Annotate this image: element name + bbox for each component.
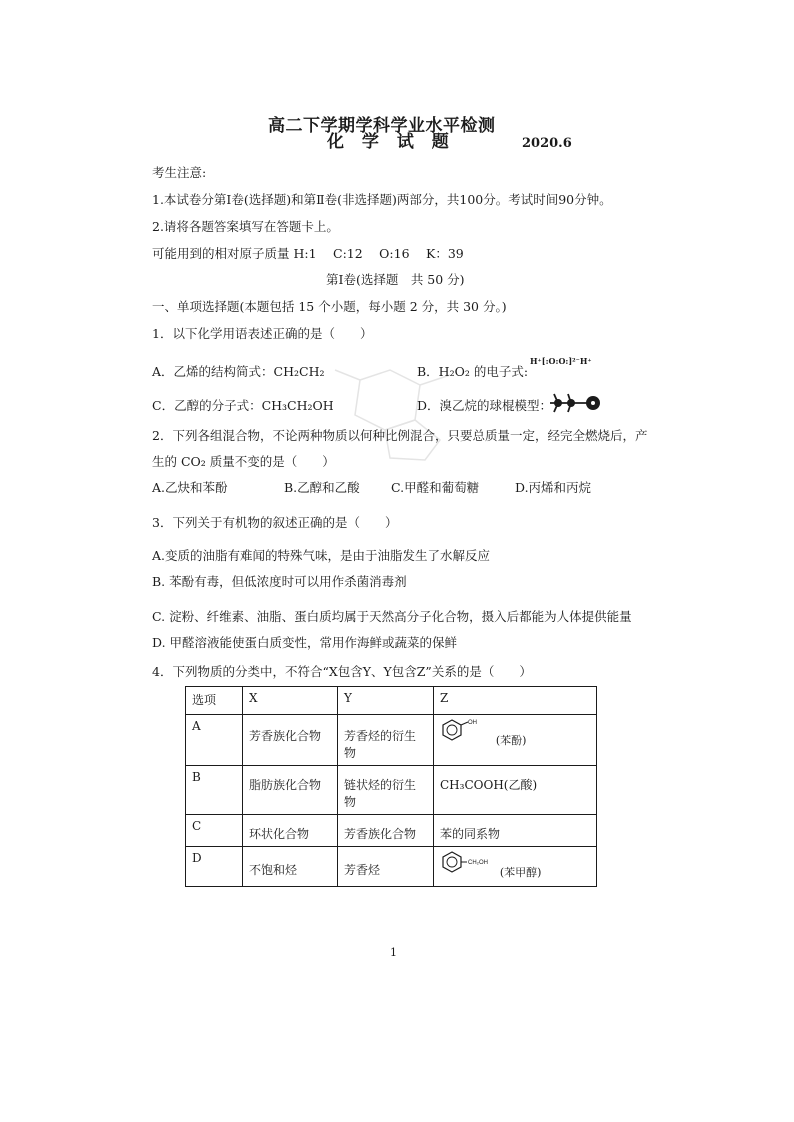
- table-row: [186, 847, 597, 887]
- table-cell-z: [434, 715, 597, 766]
- table-cell-option: D: [186, 847, 243, 887]
- section-title: 第Ⅰ卷(选择题 共 50 分): [326, 272, 465, 287]
- question-3-stem: 3．下列关于有机物的叙述正确的是（ ）: [152, 515, 398, 530]
- question-3-option-d: D. 甲醛溶液能使蛋白质变性，常用作海鲜或蔬菜的保鲜: [152, 635, 458, 650]
- table-cell-z: [434, 847, 597, 887]
- notice-heading: 考生注意:: [152, 165, 207, 180]
- table-cell-y: 芳香族化合物: [338, 815, 434, 847]
- question-1-stem: 1．以下化学用语表述正确的是（ ）: [152, 326, 373, 341]
- question-4-stem: 4．下列物质的分类中，不符合“X包含Y、Y包含Z”关系的是（ ）: [152, 664, 532, 679]
- question-2-option-d: D.丙烯和丙烷: [515, 480, 592, 495]
- question-2-option-a: A.乙炔和苯酚: [152, 480, 228, 495]
- question-1-option-a: A．乙烯的结构简式：CH₂CH₂: [152, 364, 325, 379]
- question-3-option-c: C. 淀粉、纤维素、油脂、蛋白质均属于天然高分子化合物，摄入后都能为人体提供能量: [152, 609, 632, 624]
- table-cell-option: A: [186, 715, 243, 766]
- question-1-option-b: B．H₂O₂ 的电子式:: [417, 364, 529, 379]
- question-3-option-b: B. 苯酚有毒，但低浓度时可以用作杀菌消毒剂: [152, 574, 407, 589]
- phenol-structure-icon: [440, 718, 480, 742]
- h2o2-electron-formula: H⁺[:O:O:]²⁻H⁺: [530, 356, 592, 366]
- part-heading: 一、单项选择题(本题包括 15 个小题，每小题 2 分，共 30 分。): [152, 299, 507, 314]
- exam-title: 高二下学期学科学业水平检测: [268, 116, 496, 136]
- table-cell-y: 芳香烃: [338, 847, 434, 887]
- question-2-stem-cont: 生的 CO₂ 质量不变的是（ ）: [152, 454, 335, 469]
- table-cell-z-label: (苯甲醇): [499, 865, 542, 879]
- table-cell-option: B: [186, 766, 243, 815]
- benzyl-group-label: CH₂OH: [468, 860, 488, 866]
- table-cell-y: 芳香烃的衍生物: [338, 715, 434, 766]
- table-cell-x: 环状化合物: [243, 815, 338, 847]
- table-cell-x: 不饱和烃: [243, 847, 338, 887]
- question-2-option-c: C.甲醛和葡萄糖: [391, 480, 480, 495]
- question-1-option-d: D．溴乙烷的球棍模型：: [417, 398, 553, 413]
- exam-subtitle: 化 学 试 题: [327, 132, 455, 152]
- table-cell-y: 链状烃的衍生物: [338, 766, 434, 815]
- table-cell-x: 芳香族化合物: [243, 715, 338, 766]
- phenol-group-label: OH: [468, 720, 477, 726]
- benzyl-alcohol-structure-icon: [440, 850, 492, 874]
- exam-date: 2020.6: [522, 136, 572, 151]
- table-cell-x: 脂肪族化合物: [243, 766, 338, 815]
- table-header-cell: 选项: [186, 687, 243, 715]
- question-1-option-c: C．乙醇的分子式：CH₃CH₂OH: [152, 398, 334, 413]
- page-number: 1: [390, 946, 397, 959]
- table-row: [186, 715, 597, 766]
- ball-and-stick-model-icon: [544, 391, 604, 415]
- table-header-cell: Z: [434, 687, 597, 715]
- atomic-mass-line: 可能用到的相对原子质量 H:1 C:12 O:16 K：39: [152, 246, 464, 261]
- table-cell-z-label: (苯酚): [495, 733, 527, 747]
- table-cell-option: C: [186, 815, 243, 847]
- table-header-row: [186, 687, 597, 715]
- table-row: [186, 815, 597, 847]
- classification-table: [185, 686, 597, 887]
- table-cell-z: 苯的同系物: [434, 815, 597, 847]
- table-row: [186, 766, 597, 815]
- question-2-stem: 2．下列各组混合物，不论两种物质以何种比例混合，只要总质量一定，经完全燃烧后，产: [152, 428, 648, 443]
- notice-item: 1.本试卷分第Ⅰ卷(选择题)和第Ⅱ卷(非选择题)两部分，共100分。考试时间90分钟。: [152, 192, 612, 207]
- question-2-option-b: B.乙醇和乙酸: [284, 480, 360, 495]
- table-cell-z: CH₃COOH(乙酸): [434, 766, 597, 815]
- table-header-cell: X: [243, 687, 338, 715]
- table-header-cell: Y: [338, 687, 434, 715]
- notice-item: 2.请将各题答案填写在答题卡上。: [152, 219, 339, 234]
- question-3-option-a: A.变质的油脂有难闻的特殊气味，是由于油脂发生了水解反应: [152, 548, 491, 563]
